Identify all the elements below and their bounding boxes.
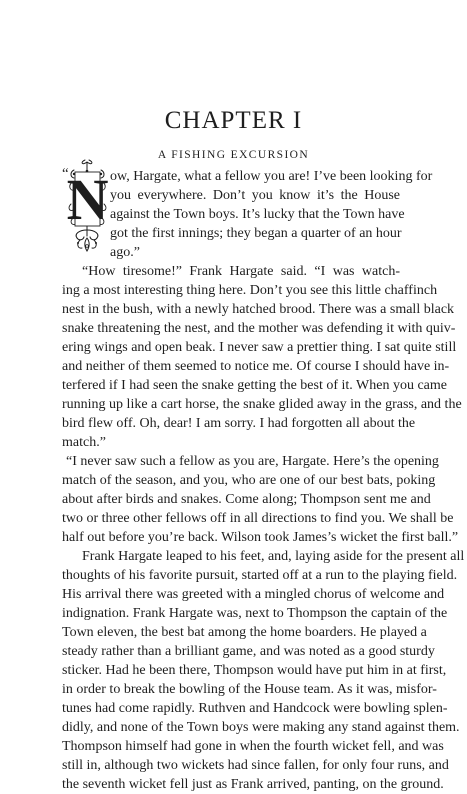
text-line: didly, and none of the Town boys were making any stand against them.	[62, 720, 460, 735]
text-line: got the first innings; they began a quarter of an hour	[110, 226, 402, 241]
text-line: two or three other fellows off in all directions to find you. We shall be	[62, 511, 454, 526]
text-line: half out before you’re back. Wilson took James’s wicket the first ball.”	[62, 530, 459, 545]
text-line: tunes had come rapidly. Ruthven and Handcock were bowling splen-	[62, 701, 448, 716]
text-line: ing a most interesting thing here. Don’t you see this little chaffinch	[62, 283, 438, 298]
text-line: sticker. Had he been there, Thompson would have put him in at first,	[62, 663, 447, 678]
text-line: thoughts of his favorite pursuit, started off at a run to the playing field.	[62, 568, 458, 583]
chapter-title: CHAPTER I	[164, 107, 303, 134]
text-line: snake threatening the nest, and the mother was defending it with quiv-	[62, 321, 456, 336]
text-line: ow, Hargate, what a fellow you are! I’ve been looking for	[110, 169, 433, 184]
section-title: A FISHING EXCURSION	[157, 149, 310, 161]
ornamental-dropcap	[68, 160, 107, 252]
text-line: Frank Hargate leaped to his feet, and, laying aside for the present all	[82, 549, 465, 564]
text-line: ago.”	[110, 245, 140, 260]
text-line: match of the season, and you, who are one of our best bats, poking	[62, 473, 436, 488]
text-line: about after birds and snakes. Come along; Thompson sent me and	[62, 492, 431, 507]
text-line: running up like a cart horse, the snake glided away in the grass, and the	[62, 397, 462, 412]
text-line: you everywhere. Don’t you know it’s the House	[110, 188, 400, 203]
text-line: ering wings and open beak. I never saw a prettier thing. I sat quite still	[62, 340, 457, 355]
opening-quote-mark: “	[62, 166, 69, 182]
text-line: in order to break the bowling of the House team. As it was, misfor-	[62, 682, 437, 697]
text-line: Town eleven, the best bat among the home boarders. He played a	[62, 625, 427, 640]
text-line: “How tiresome!” Frank Hargate said. “I was watch-	[82, 264, 400, 279]
text-line: bird flew off. Oh, dear! I am sorry. I had forgotten all about the	[62, 416, 416, 431]
text-line: and neither of them seemed to notice me. Of course I should have in-	[62, 359, 450, 374]
text-line: nest in the bush, with a newly hatched brood. There was a small black	[62, 302, 455, 317]
text-line: indignation. Frank Hargate was, next to Thompson the captain of the	[62, 606, 448, 621]
text-line: Thompson himself had gone in when the fourth wicket fell, and was	[62, 739, 444, 754]
dropcap-letter: N	[66, 167, 109, 232]
text-line: “I never saw such a fellow as you are, Hargate. Here’s the opening	[66, 454, 439, 469]
text-line: the seventh wicket fell just as Frank arrived, panting, on the ground.	[62, 777, 444, 792]
text-line: against the Town boys. It’s lucky that the Town have	[110, 207, 405, 222]
text-line: still in, although two wickets had since fallen, for only four runs, and	[62, 758, 449, 773]
text-line: terfered if I had seen the snake getting the best of it. When you came	[62, 378, 447, 393]
text-line: His arrival there was greeted with a mingled chorus of welcome and	[62, 587, 445, 602]
text-line: steady rather than a brilliant game, and was noted as a good sturdy	[62, 644, 435, 659]
text-line: match.”	[62, 435, 106, 450]
